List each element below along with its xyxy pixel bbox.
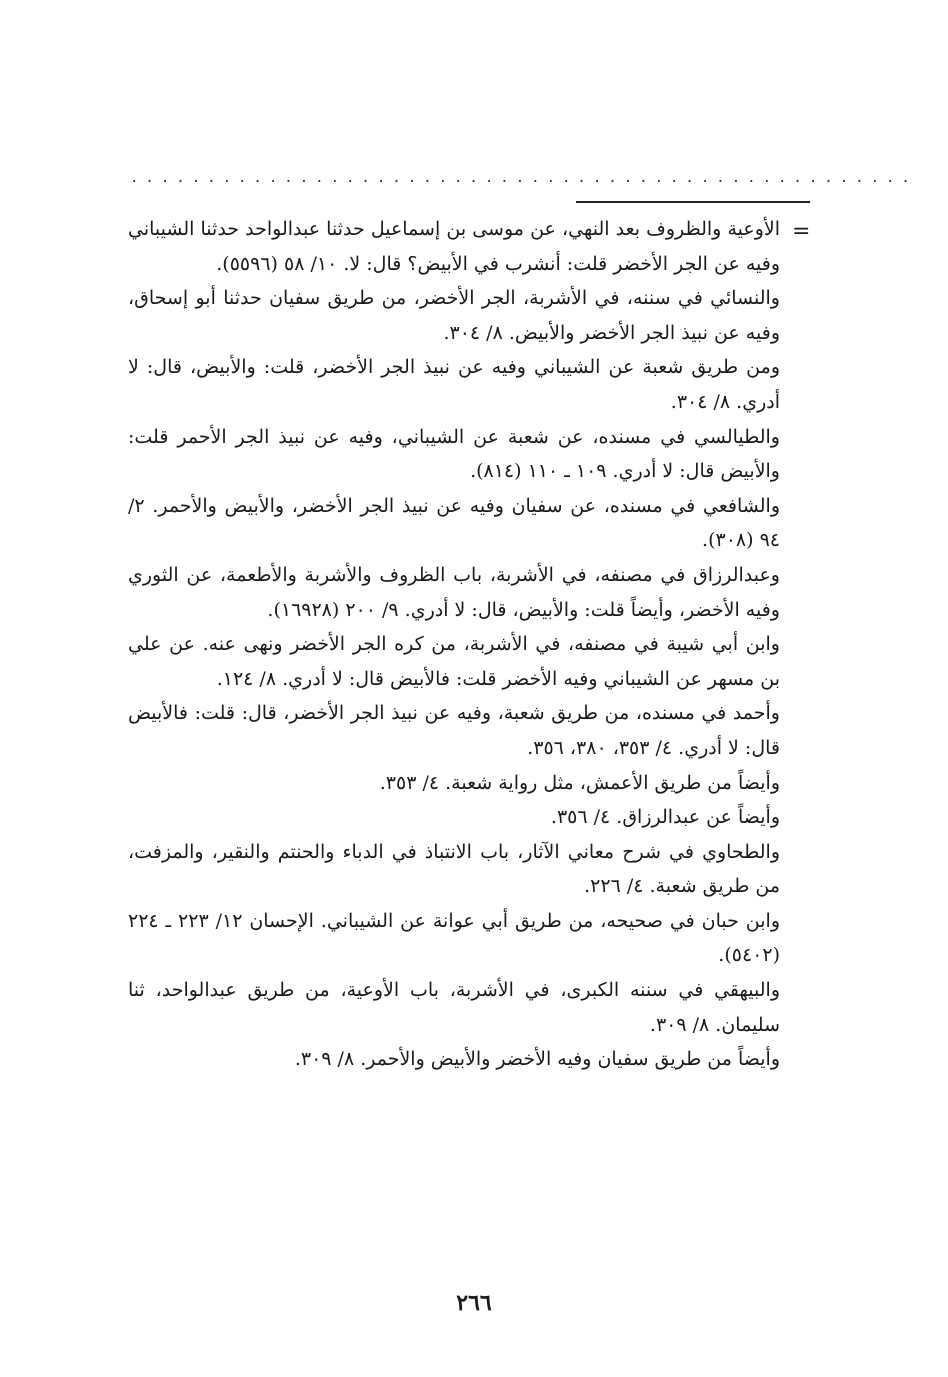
page-number: ٢٦٦	[456, 1290, 492, 1316]
paragraph-nasai-shuba: ومن طريق شعبة عن الشيباني وفيه عن نبيذ الجر الأخضر، قلت: والأبيض، قال: لا أدري. ٨/ ٣٠٤.	[128, 356, 780, 413]
paragraph-shafii: والشافعي في مسنده، عن سفيان وفيه عن نبيذ الجر الأخضر، والأبيض والأحمر. ٢/ ٩٤ (٣٠٨).	[128, 494, 780, 552]
paragraph-bayhaqi: والبيهقي في سننه الكبرى، في الأشربة، باب الأوعية، من طريق عبدالواحد، ثنا سليمان. ٨/ ٣٠٩.	[128, 979, 780, 1036]
paragraph-tayalisi: والطيالسي في مسنده، عن شعبة عن الشيباني، وفيه عن نبيذ الجر الأحمر قلت: والأبيض قال: لا أدري. ١٠٩ ـ ١١٠ (٨١٤).	[128, 425, 780, 483]
paragraph-bayhaqi-sufyan: وأيضاً من طريق سفيان وفيه الأخضر والأبيض والأحمر. ٨/ ٣٠٩.	[294, 1048, 780, 1071]
paragraph-ahmad-amash: وأيضاً من طريق الأعمش، مثل رواية شعبة. ٤/ ٣٥٣.	[379, 771, 780, 794]
paragraph-bukhari: الأوعية والظروف بعد النهي، عن موسى بن إسماعيل حدثنا عبدالواحد حدثنا الشيباني وفيه عن الجر الأخضر قلت: أنشرب في الأبيض؟ قال: لا. ١٠/ ٥٨ (٥٥٩٦).	[128, 218, 780, 275]
footnote-rule	[576, 201, 810, 203]
paragraph-ibn-abi-shayba: وابن أبي شيبة في مصنفه، في الأشربة، من كره الجر الأخضر ونهى عنه. عن علي بن مسهر عن الشيباني وفيه الأخضر قلت: فالأبيض قال: لا أدري. ٨/ ١٢٤.	[128, 633, 780, 690]
continuation-mark: =	[792, 219, 811, 244]
paragraph-ahmad: وأحمد في مسنده، من طريق شعبة، وفيه عن نبيذ الجر الأخضر، قال: قلت: فالأبيض قال: لا أدري. ٤/ ٣٥٣، ٣٨٠، ٣٥٦.	[128, 702, 780, 759]
paragraph-nasai: والنسائي في سننه، في الأشربة، الجر الأخضر، من طريق سفيان حدثنا أبو إسحاق، وفيه عن نبيذ الجر الأخضر والأبيض. ٨/ ٣٠٤.	[128, 287, 780, 344]
separator-dotted-line: ...................................................	[130, 170, 917, 186]
paragraph-abdulrazzaq: وعبدالرزاق في مصنفه، في الأشربة، باب الظروف والأشربة والأطعمة، عن الثوري وفيه الأخضر، وأيضاً قلت: والأبيض، قال: لا أدري. ٩/ ٢٠٠ (١٦٩٢٨).	[128, 563, 780, 621]
paragraph-ibn-hibban: وابن حبان في صحيحه، من طريق أبي عوانة عن الشيباني. الإحسان ١٢/ ٢٢٣ ـ ٢٢٤ (٥٤٠٢).	[128, 909, 780, 967]
footnote-body	[128, 212, 780, 1077]
paragraph-ahmad-abdulrazzaq: وأيضاً عن عبدالرزاق. ٤/ ٣٥٦.	[550, 806, 780, 829]
paragraph-tahawi: والطحاوي في شرح معاني الآثار، باب الانتباذ في الدباء والحنتم والنقير، والمزفت، من طريق شعبة. ٤/ ٢٢٦.	[128, 840, 780, 898]
